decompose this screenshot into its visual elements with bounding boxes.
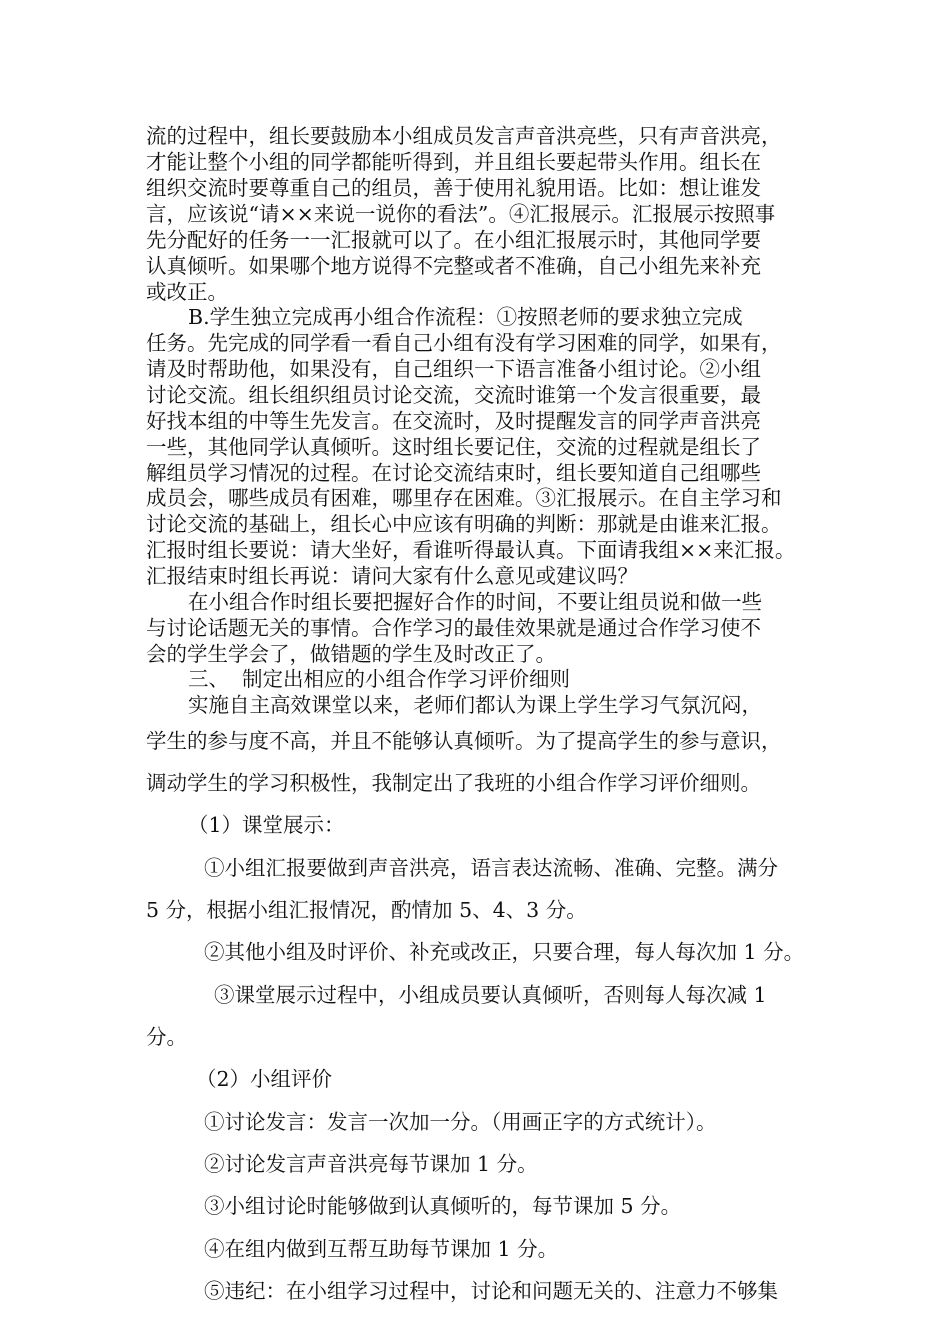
text-line: 学生的参与度不高，并且不能够认真倾听。为了提高学生的参与意识， xyxy=(146,729,782,753)
text-line: ①讨论发言：发言一次加一分。（用画正字的方式统计）。 xyxy=(204,1110,717,1134)
text-line: 组织交流时要尊重自己的组员，善于使用礼貌用语。比如：想让谁发 xyxy=(146,176,761,200)
text-line: 讨论交流。组长组织组员讨论交流，交流时谁第一个发言很重要，最 xyxy=(146,383,761,407)
text-line: 实施自主高效课堂以来，老师们都认为课上学生学习气氛沉闷， xyxy=(188,693,762,717)
text-line: ④在组内做到互帮互助每节课加 1 分。 xyxy=(204,1237,559,1261)
text-line: 一些，其他同学认真倾听。这时组长要记住，交流的过程就是组长了 xyxy=(146,435,761,459)
text-line: 流的过程中，组长要鼓励本小组成员发言声音洪亮些，只有声音洪亮， xyxy=(146,124,782,148)
subsection-heading: （2）小组评价 xyxy=(196,1067,333,1091)
text-line: ③课堂展示过程中，小组成员要认真倾听，否则每人每次减 1 xyxy=(214,983,767,1007)
text-line: 言，应该说“请××来说一说你的看法”。④汇报展示。汇报展示按照事 xyxy=(146,202,776,226)
text-line: ②其他小组及时评价、补充或改正，只要合理，每人每次加 1 分。 xyxy=(204,940,805,964)
text-line: ③小组讨论时能够做到认真倾听的，每节课加 5 分。 xyxy=(204,1194,682,1218)
section-heading: 三、 制定出相应的小组合作学习评价细则 xyxy=(188,667,571,691)
text-line: 解组员学习情况的过程。在讨论交流结束时，组长要知道自己组哪些 xyxy=(146,461,761,485)
text-line: 认真倾听。如果哪个地方说得不完整或者不准确，自己小组先来补充 xyxy=(146,254,761,278)
text-line: 调动学生的学习积极性，我制定出了我班的小组合作学习评价细则。 xyxy=(146,771,761,795)
text-line: B.学生独立完成再小组合作流程：①按照老师的要求独立完成 xyxy=(188,305,743,329)
text-line: 分。 xyxy=(146,1025,187,1049)
text-line: 与讨论话题无关的事情。合作学习的最佳效果就是通过合作学习使不 xyxy=(146,616,761,640)
text-line: 5 分，根据小组汇报情况，酌情加 5、4、3 分。 xyxy=(146,898,587,922)
text-line: ②讨论发言声音洪亮每节课加 1 分。 xyxy=(204,1152,538,1176)
text-line: 成员会，哪些成员有困难，哪里存在困难。③汇报展示。在自主学习和 xyxy=(146,486,782,510)
text-line: 或改正。 xyxy=(146,280,228,304)
text-line: 汇报结束时组长再说：请问大家有什么意见或建议吗？ xyxy=(146,564,638,588)
text-line: ⑤违纪：在小组学习过程中，讨论和问题无关的、注意力不够集 xyxy=(204,1279,778,1303)
text-line: 好找本组的中等生先发言。在交流时，及时提醒发言的同学声音洪亮 xyxy=(146,409,761,433)
text-line: 请及时帮助他，如果没有，自己组织一下语言准备小组讨论。②小组 xyxy=(146,357,761,381)
text-line: 任务。先完成的同学看一看自己小组有没有学习困难的同学，如果有， xyxy=(146,331,782,355)
subsection-heading: （1）课堂展示： xyxy=(188,813,345,837)
text-line: 汇报时组长要说：请大坐好，看谁听得最认真。下面请我组××来汇报。 xyxy=(146,538,796,562)
text-line: ①小组汇报要做到声音洪亮，语言表达流畅、准确、完整。满分 xyxy=(204,856,778,880)
text-line: 才能让整个小组的同学都能听得到，并且组长要起带头作用。组长在 xyxy=(146,150,761,174)
text-line: 会的学生学会了，做错题的学生及时改正了。 xyxy=(146,642,556,666)
text-line: 讨论交流的基础上，组长心中应该有明确的判断：那就是由谁来汇报。 xyxy=(146,512,782,536)
text-line: 先分配好的任务一一汇报就可以了。在小组汇报展示时，其他同学要 xyxy=(146,228,761,252)
text-line: 在小组合作时组长要把握好合作的时间，不要让组员说和做一些 xyxy=(188,590,762,614)
